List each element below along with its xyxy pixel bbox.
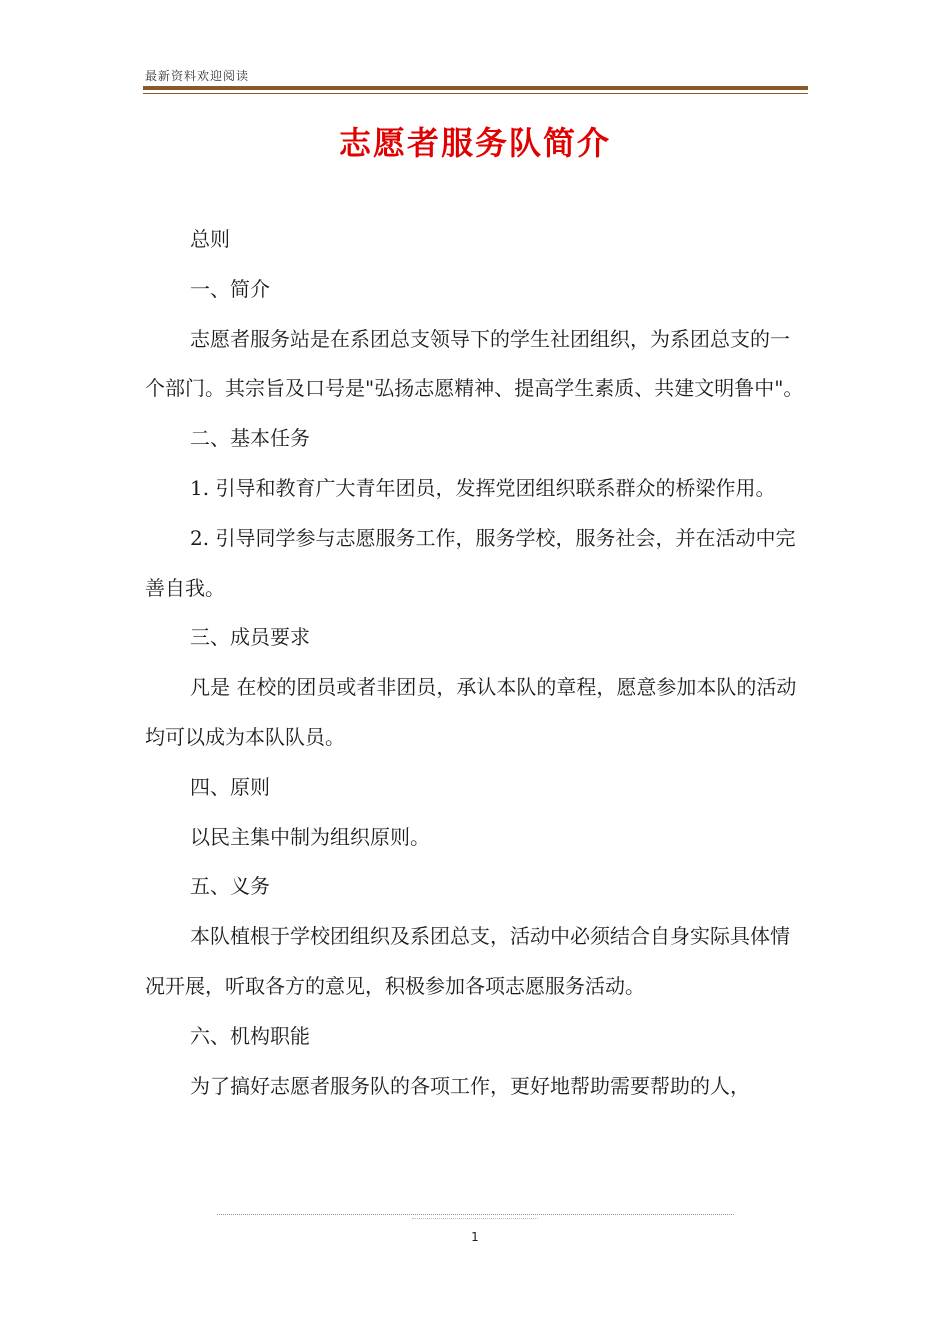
paragraph: 1. 引导和教育广大青年团员，发挥党团组织联系群众的桥梁作用。 [190,475,776,500]
paragraph: 五、义务 [190,874,270,899]
paragraph: 六、机构职能 [190,1023,310,1048]
paragraph: 本队植根于学校团组织及系团总支，活动中必须结合自身实际具体情况开展，听取各方的意见，积极参加各项志愿服务活动。 [145,924,790,998]
paragraph: 以民主集中制为组织原则。 [190,824,430,849]
footer-rule-short [412,1218,538,1219]
paragraph: 志愿者服务站是在系团总支领导下的学生社团组织，为系团总支的一个部门。其宗旨及口号是"弘扬志愿精神、提高学生素质、共建文明鲁中"。 [145,326,804,401]
paragraph: 二、基本任务 [190,426,310,451]
document-title: 志愿者服务队简介 [338,124,611,162]
header-rule-thin [143,93,808,94]
paragraph: 为了搞好志愿者服务队的各项工作，更好地帮助需要帮助的人， [190,1073,750,1098]
document-body [145,215,807,1111]
header-rule-thick [143,86,808,90]
paragraph: 一、简介 [190,276,270,301]
header-text: 最新资料欢迎阅读 [145,69,250,83]
page-number: 1 [471,1230,479,1244]
paragraph: 凡是 在校的团员或者非团员，承认本队的章程，愿意参加本队的活动均可以成为本队队员。 [145,675,797,749]
paragraph: 三、成员要求 [190,625,310,650]
paragraph: 四、原则 [190,774,270,799]
footer-rule [217,1214,734,1215]
paragraph: 2. 引导同学参与志愿服务工作，服务学校，服务社会，并在活动中完善自我。 [145,525,796,600]
paragraph: 总则 [190,227,230,251]
